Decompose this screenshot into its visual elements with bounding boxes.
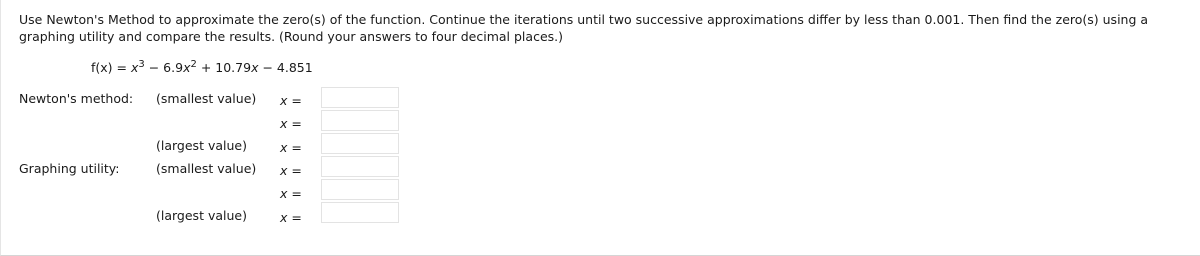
function-term-2: − 6.9 <box>144 60 184 75</box>
graphing-x-label-3: x = <box>280 210 302 225</box>
graphing-answer-3[interactable] <box>321 202 399 223</box>
function-var-3: x <box>251 60 259 75</box>
function-expression <box>91 60 313 75</box>
question-instructions: Use Newton's Method to approximate the zero(s) of the function. Continue the iterations until two successive approximations differ by less than 0.001. Then find the zero(s) using a graphing utility and compare the results. (Round your answers to four decimal places.) <box>19 12 1149 44</box>
function-exp-2: 2 <box>190 59 197 70</box>
graphing-utility-label: Graphing utility: <box>19 161 120 176</box>
graphing-answer-2[interactable] <box>321 179 399 200</box>
graphing-x-label-2: x = <box>280 186 302 201</box>
graphing-largest-label: (largest value) <box>156 208 247 223</box>
function-term-3: + 10.79 <box>196 60 252 75</box>
newton-x-label-2: x = <box>280 116 302 131</box>
function-var-1: x <box>130 60 139 75</box>
newton-answer-2[interactable] <box>321 110 399 131</box>
function-lhs: f(x) <box>91 60 113 75</box>
graphing-smallest-label: (smallest value) <box>156 161 257 176</box>
newton-x-label-1: x = <box>280 93 302 108</box>
newton-answer-3[interactable] <box>321 133 399 154</box>
newton-largest-label: (largest value) <box>156 138 247 153</box>
newton-x-label-3: x = <box>280 140 302 155</box>
graphing-x-label-1: x = <box>280 163 302 178</box>
newton-smallest-label: (smallest value) <box>156 91 257 106</box>
graphing-answer-1[interactable] <box>321 156 399 177</box>
function-term-4: − 4.851 <box>258 60 313 75</box>
function-exp-1: 3 <box>138 59 145 70</box>
function-equals: = <box>112 60 131 75</box>
function-var-2: x <box>183 60 191 75</box>
newton-method-label: Newton's method: <box>19 91 134 106</box>
newton-answer-1[interactable] <box>321 87 399 108</box>
